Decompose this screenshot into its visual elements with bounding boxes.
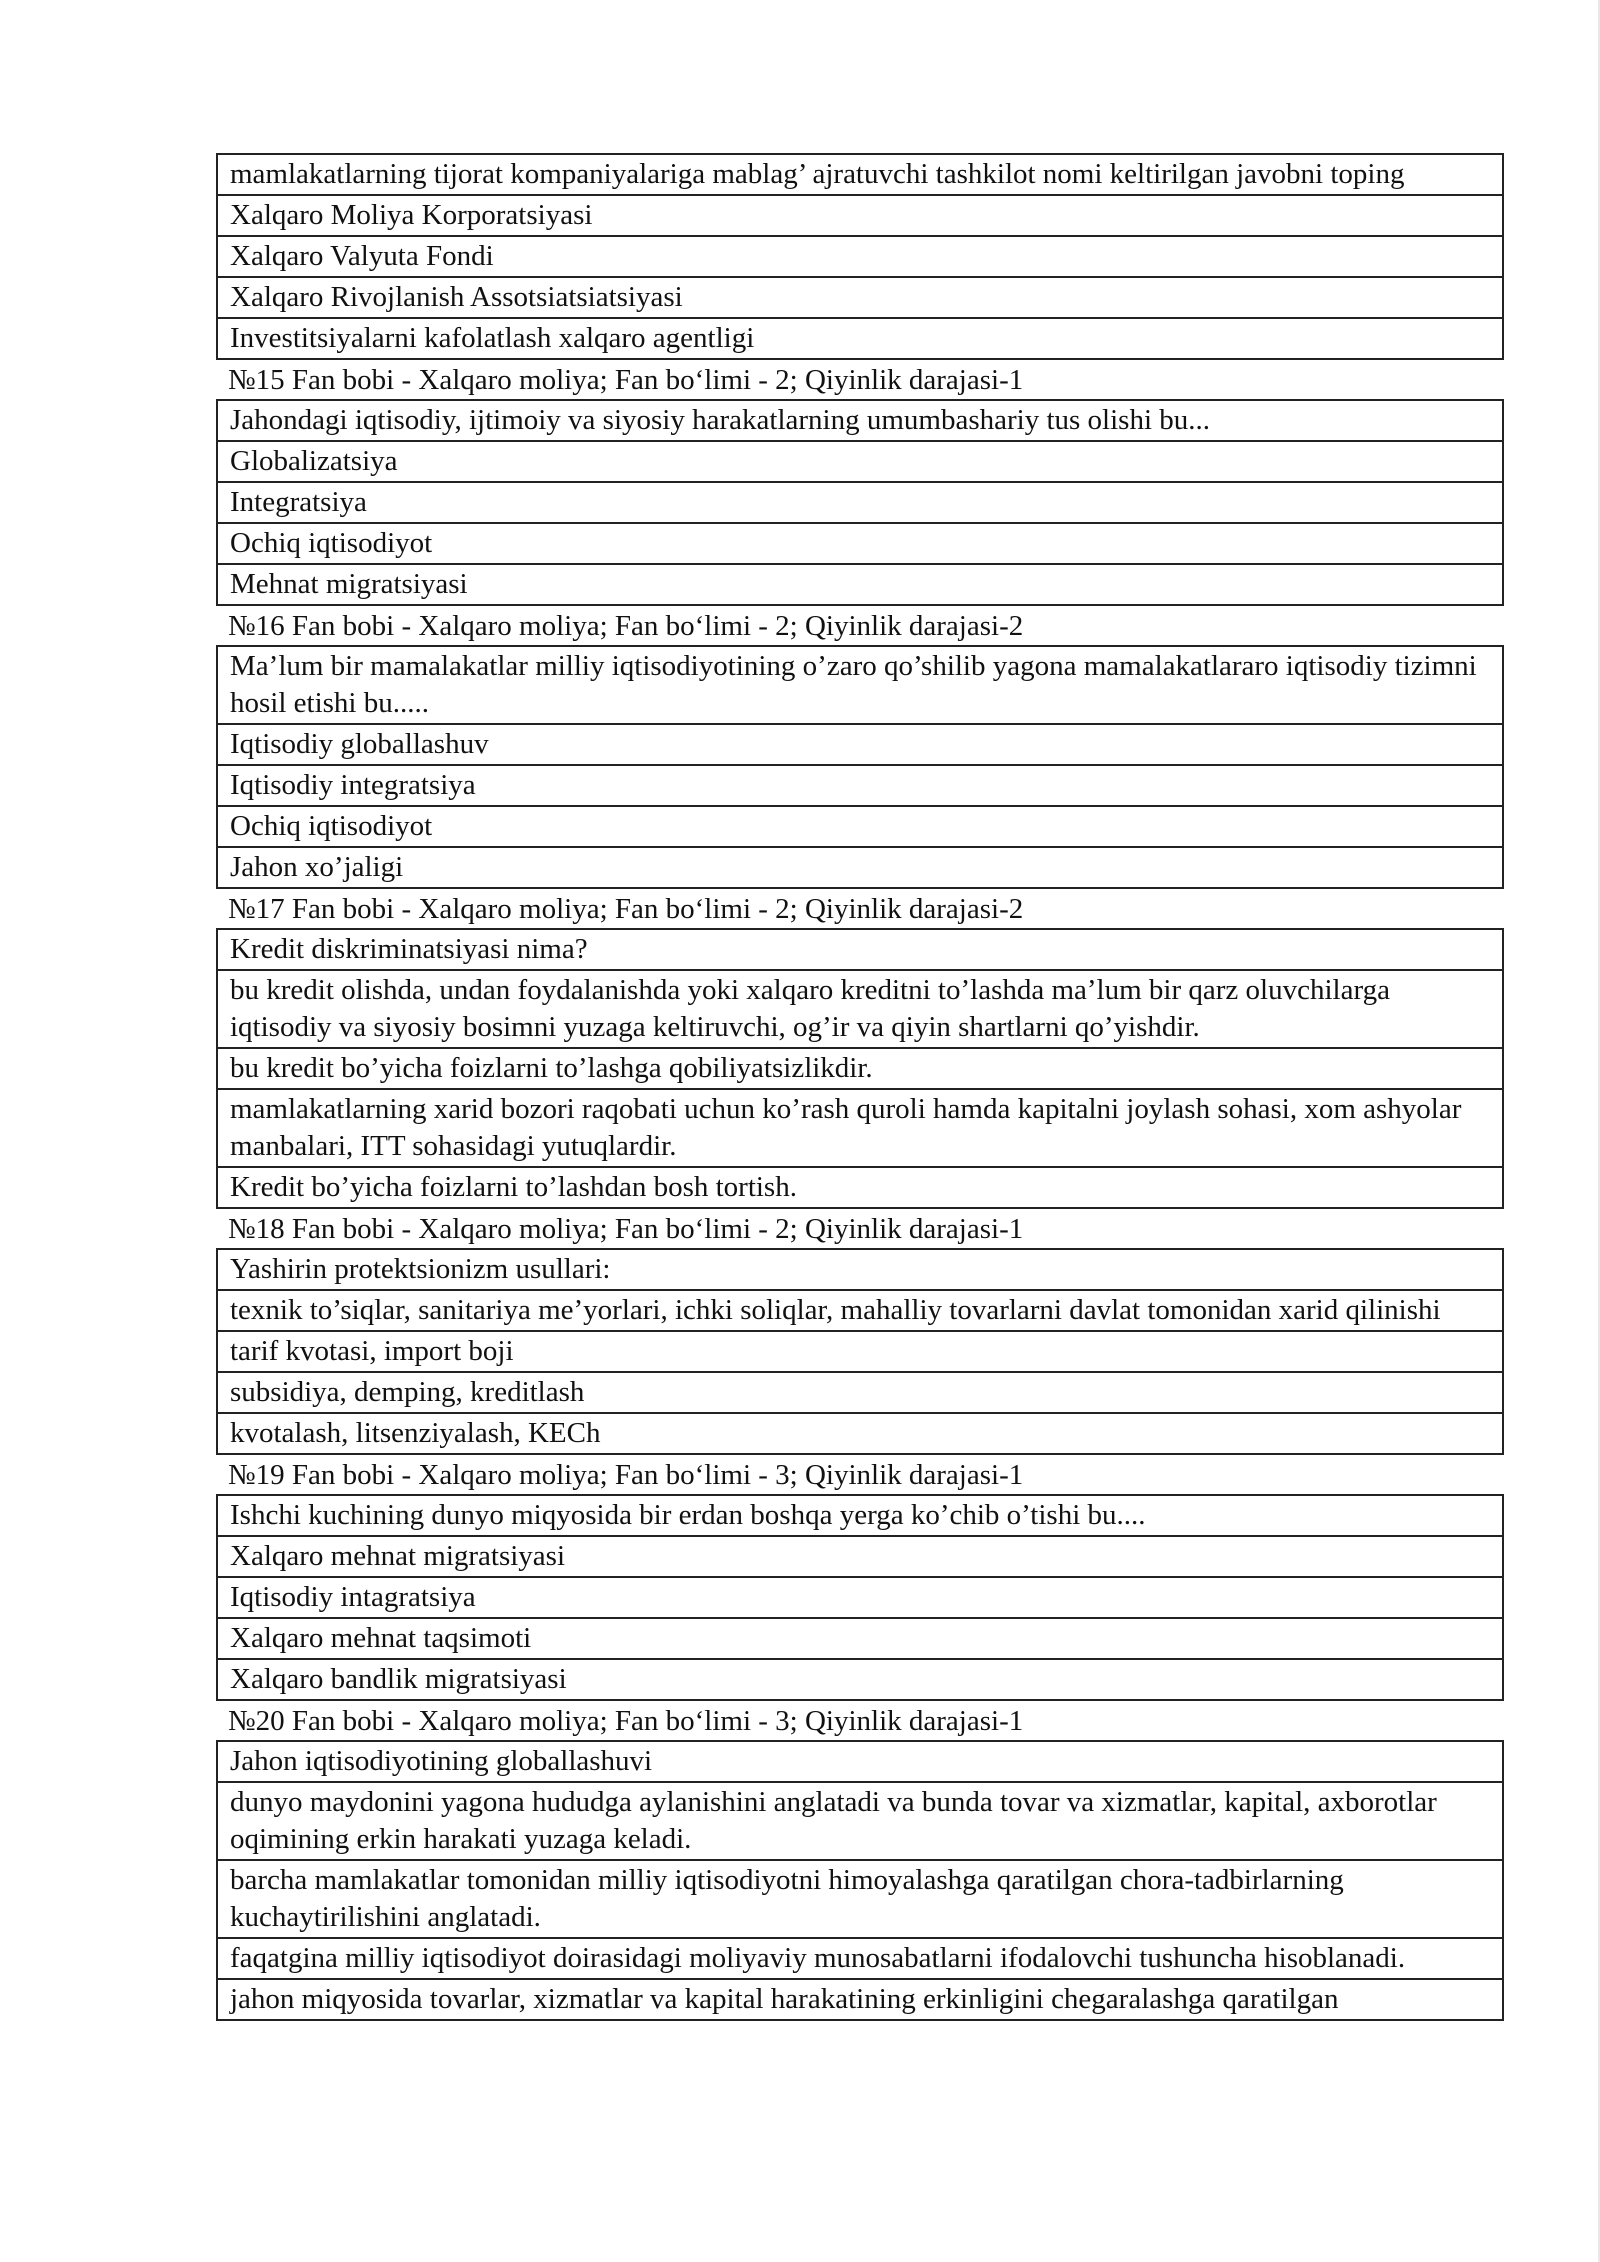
answer-option: kvotalash, litsenziyalash, KECh (218, 1414, 1502, 1455)
question-text: Jahon iqtisodiyotining globallashuvi (218, 1742, 1502, 1783)
question-table (216, 645, 1504, 889)
question-block (216, 606, 1504, 889)
answer-option: Xalqaro Valyuta Fondi (218, 237, 1502, 278)
answer-option: faqatgina milliy iqtisodiyot doirasidagi moliyaviy munosabatlarni ifodalovchi tushuncha hisoblanadi. (218, 1939, 1502, 1980)
answer-option: jahon miqyosida tovarlar, xizmatlar va kapital harakatining erkinligini chegaralashga qaratilgan (218, 1980, 1502, 2021)
answer-option: Xalqaro mehnat taqsimoti (218, 1619, 1502, 1660)
question-header: №19 Fan bobi - Xalqaro moliya; Fan boʻlimi - 3; Qiyinlik darajasi-1 (228, 1459, 1024, 1491)
answer-option: Ochiq iqtisodiyot (218, 807, 1502, 848)
question-text: Yashirin protektsionizm usullari: (218, 1250, 1502, 1291)
answer-option: barcha mamlakatlar tomonidan milliy iqtisodiyotni himoyalashga qaratilgan chora-tadbirlarning kuchaytirilishini anglatadi. (218, 1861, 1502, 1939)
answer-option: Xalqaro mehnat migratsiyasi (218, 1537, 1502, 1578)
question-text: Jahondagi iqtisodiy, ijtimoiy va siyosiy harakatlarning umumbashariy tus olishi bu... (218, 401, 1502, 442)
answer-option: texnik to’siqlar, sanitariya me’yorlari, ichki soliqlar, mahalliy tovarlarni davlat tomonidan xarid qilinishi (218, 1291, 1502, 1332)
answer-option: Integratsiya (218, 483, 1502, 524)
answer-option: Globalizatsiya (218, 442, 1502, 483)
answer-option: Jahon xo’jaligi (218, 848, 1502, 889)
answer-option: Iqtisodiy intagratsiya (218, 1578, 1502, 1619)
answer-option: Ochiq iqtisodiyot (218, 524, 1502, 565)
answer-option: Mehnat migratsiyasi (218, 565, 1502, 606)
answer-option: Iqtisodiy integratsiya (218, 766, 1502, 807)
question-table (216, 1740, 1504, 2021)
answer-option: Iqtisodiy globallashuv (218, 725, 1502, 766)
question-block (216, 889, 1504, 1209)
question-block (216, 153, 1504, 360)
question-block (216, 1209, 1504, 1455)
question-text: mamlakatlarning tijorat kompaniyalariga mablag’ ajratuvchi tashkilot nomi keltirilgan javobni toping (218, 155, 1502, 196)
question-text: Ishchi kuchining dunyo miqyosida bir erdan boshqa yerga ko’chib o’tishi bu.... (218, 1496, 1502, 1537)
question-block (216, 1455, 1504, 1701)
question-text: Kredit diskriminatsiyasi nima? (218, 930, 1502, 971)
question-header: №18 Fan bobi - Xalqaro moliya; Fan boʻlimi - 2; Qiyinlik darajasi-1 (228, 1213, 1024, 1245)
answer-option: Kredit bo’yicha foizlarni to’lashdan bosh tortish. (218, 1168, 1502, 1209)
question-header: №17 Fan bobi - Xalqaro moliya; Fan boʻlimi - 2; Qiyinlik darajasi-2 (228, 893, 1024, 925)
answer-option: bu kredit bo’yicha foizlarni to’lashga qobiliyatsizlikdir. (218, 1049, 1502, 1090)
answer-option: Xalqaro Rivojlanish Assotsiatsiatsiyasi (218, 278, 1502, 319)
answer-option: subsidiya, demping, kreditlash (218, 1373, 1502, 1414)
answer-option: Xalqaro Moliya Korporatsiyasi (218, 196, 1502, 237)
answer-option: dunyo maydonini yagona hududga aylanishini anglatadi va bunda tovar va xizmatlar, kapital, axborotlar oqimining erkin harakati yuzaga keladi. (218, 1783, 1502, 1861)
question-text: Ma’lum bir mamalakatlar milliy iqtisodiyotining o’zaro qo’shilib yagona mamalakatlararo iqtisodiy tizimni hosil etishi bu..... (218, 647, 1502, 725)
question-block (216, 1701, 1504, 2021)
question-table (216, 1494, 1504, 1701)
question-header: №15 Fan bobi - Xalqaro moliya; Fan boʻlimi - 2; Qiyinlik darajasi-1 (228, 364, 1024, 396)
question-table (216, 399, 1504, 606)
answer-option: mamlakatlarning xarid bozori raqobati uchun ko’rash quroli hamda kapitalni joylash sohasi, xom ashyolar manbalari, ITT sohasidagi yutuqlardir. (218, 1090, 1502, 1168)
question-table (216, 153, 1504, 360)
document-page (216, 153, 1504, 2021)
question-header: №20 Fan bobi - Xalqaro moliya; Fan boʻlimi - 3; Qiyinlik darajasi-1 (228, 1705, 1024, 1737)
question-header: №16 Fan bobi - Xalqaro moliya; Fan boʻlimi - 2; Qiyinlik darajasi-2 (228, 610, 1024, 642)
question-block (216, 360, 1504, 606)
question-table (216, 1248, 1504, 1455)
answer-option: bu kredit olishda, undan foydalanishda yoki xalqaro kreditni to’lashda ma’lum bir qarz oluvchilarga iqtisodiy va siyosiy bosimni yuzaga keltiruvchi, og’ir va qiyin shartlarni qo’yishdir. (218, 971, 1502, 1049)
answer-option: tarif kvotasi, import boji (218, 1332, 1502, 1373)
answer-option: Xalqaro bandlik migratsiyasi (218, 1660, 1502, 1701)
answer-option: Investitsiyalarni kafolatlash xalqaro agentligi (218, 319, 1502, 360)
question-table (216, 928, 1504, 1209)
